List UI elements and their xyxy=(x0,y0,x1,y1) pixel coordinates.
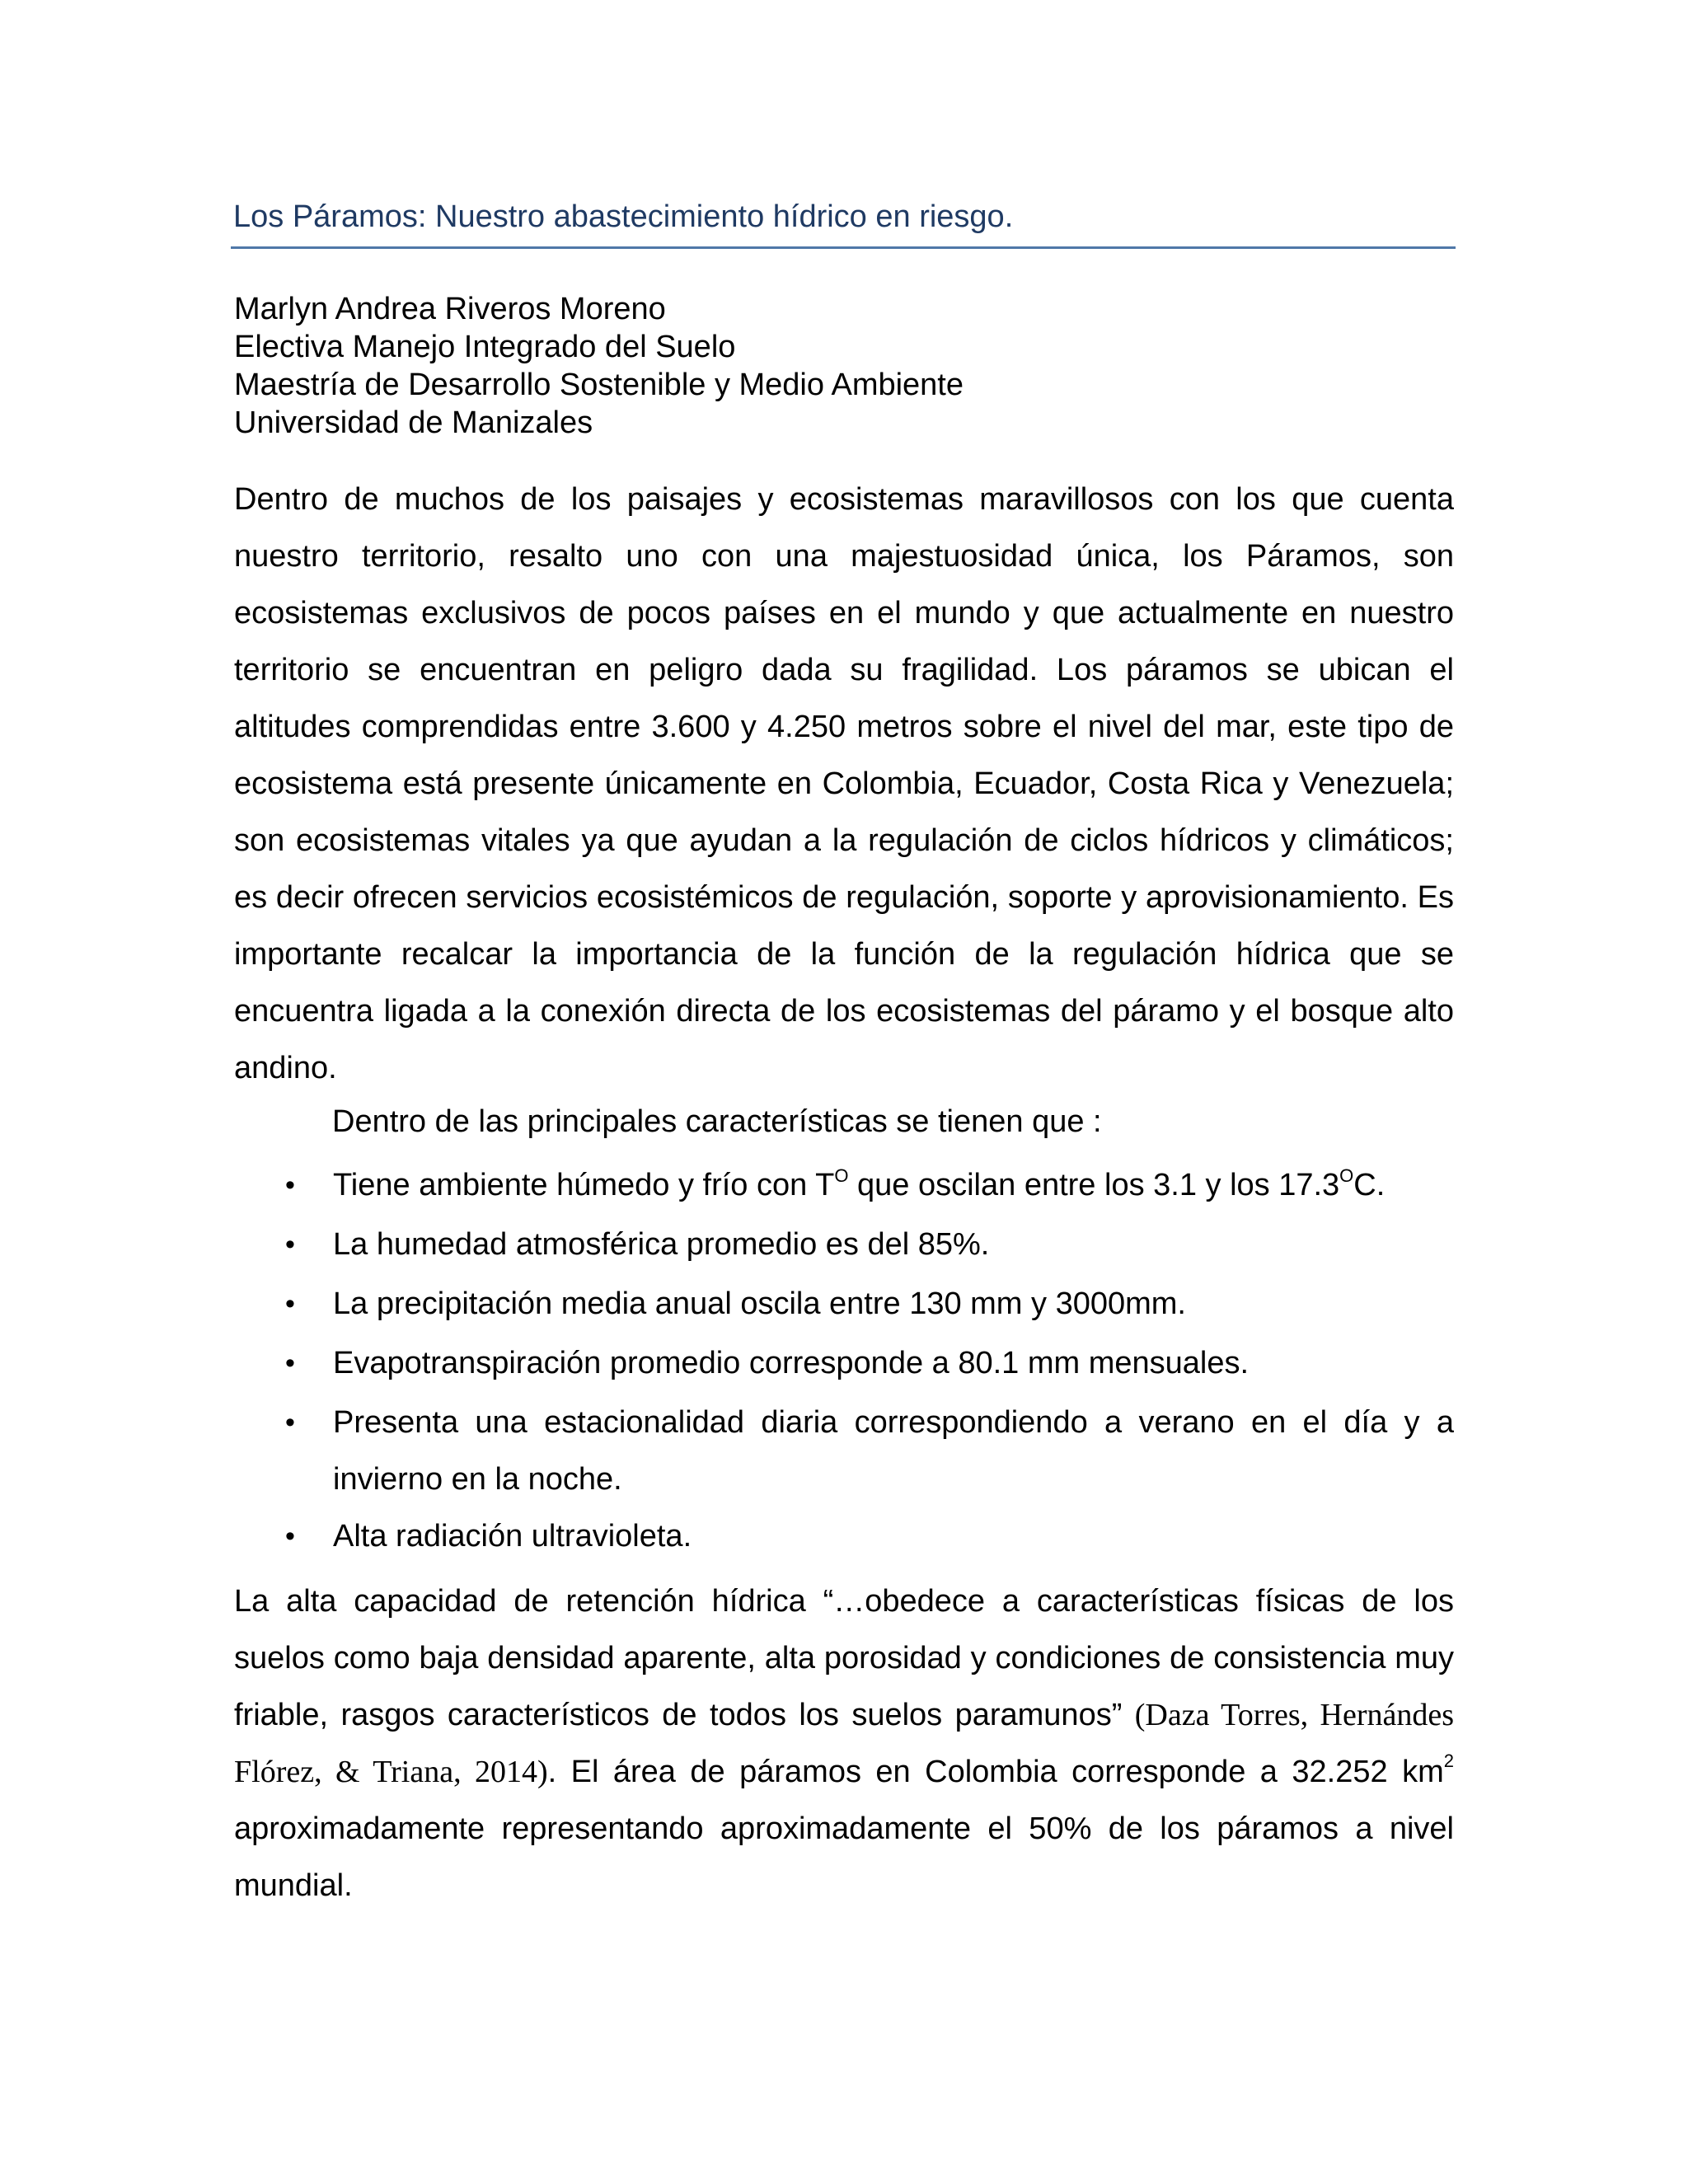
citation: (Daza Torres, Hernándes Flórez, & Triana, 2014) xyxy=(234,1698,1455,1789)
list-item-text: La humedad atmosférica promedio es del 85%. xyxy=(333,1227,990,1262)
list-item-text: Evapotranspiración promedio corresponde a 80.1 mm mensuales. xyxy=(333,1346,1250,1380)
bullet-icon: • xyxy=(285,1407,295,1438)
university-name: Universidad de Manizales xyxy=(234,405,593,440)
list-item xyxy=(234,1508,1454,1565)
list-item xyxy=(234,1157,1454,1216)
title-underline xyxy=(231,246,1456,249)
degree-symbol: O xyxy=(1339,1165,1354,1186)
list-item xyxy=(234,1394,1454,1508)
author-name: Marlyn Andrea Riveros Moreno xyxy=(234,292,666,326)
list-item xyxy=(234,1216,1454,1276)
program-name: Maestría de Desarrollo Sostenible y Medio Ambiente xyxy=(234,368,964,402)
author-block xyxy=(234,290,1454,442)
list-item xyxy=(234,1276,1454,1335)
bullet-icon: • xyxy=(285,1288,295,1319)
characteristics-list xyxy=(234,1157,1454,1565)
list-item-text: Alta radiación ultravioleta. xyxy=(333,1519,692,1554)
paragraph-retention-block xyxy=(234,1573,1454,1915)
list-item-text: Presenta una estacionalidad diaria correspondiendo a verano en el día y a invierno en la noche. xyxy=(333,1405,1454,1497)
bullet-icon: • xyxy=(285,1169,295,1201)
list-item-text: Tiene ambiente húmedo y frío con $T^O$ que oscilan entre los 3.1 y los $17.3^OC$. xyxy=(333,1165,1386,1202)
degree-symbol: O xyxy=(834,1165,849,1186)
paragraph-intro: Dentro de muchos de los paisajes y ecosistemas maravillosos con los que cuenta nuestro territorio, resalto uno con una majestuosidad única, los Páramos, son ecosistemas exclusivos de pocos países en el mundo y que actualmente en nuestro territorio se encuentran en peligro dada su fragilidad. Los páramos se ubican el altitudes comprendidas entre 3.600 y 4.250 metros sobre el nivel del mar, este tipo de ecosistema está presente únicamente en Colombia, Ecuador, Costa Rica y Venezuela; son ecosistemas vitales ya que ayudan a la regulación de ciclos hídricos y climáticos; es decir ofrecen servicios ecosistémicos de regulación, soporte y aprovisionamiento. Es importante recalcar la importancia de la función de la regulación hídrica que se encuentra ligada a la conexión directa de los ecosistemas del páramo y el bosque alto andino. xyxy=(234,482,1454,1085)
list-intro: Dentro de las principales características se tienen que : xyxy=(332,1104,1102,1139)
paragraph-intro-block xyxy=(234,471,1454,1097)
bullet-icon: • xyxy=(285,1347,295,1379)
superscript-squared: 2 xyxy=(1443,1750,1454,1771)
course-name: Electiva Manejo Integrado del Suelo xyxy=(234,330,736,364)
list-item-text: La precipitación media anual oscila entre 130 mm y 3000mm. xyxy=(333,1286,1186,1321)
list-item xyxy=(234,1335,1454,1394)
bullet-icon: • xyxy=(285,1521,295,1552)
paragraph-retention: La alta capacidad de retención hídrica “…obedece a características físicas de los suelos como baja densidad aparente, alta porosidad y condiciones de consistencia muy friable, rasgos característicos de todos los suelos paramunos” (Daza Torres, Hernándes Flórez, & Triana, 2014). El área de páramos en Colombia corresponde a 32.252 $km^2$ aproximadamente representando aproximadamente el 50% de los páramos a nivel mundial. xyxy=(234,1584,1455,1903)
document-title: Los Páramos: Nuestro abastecimiento hídrico en riesgo. xyxy=(233,199,1014,234)
bullet-icon: • xyxy=(285,1229,295,1260)
